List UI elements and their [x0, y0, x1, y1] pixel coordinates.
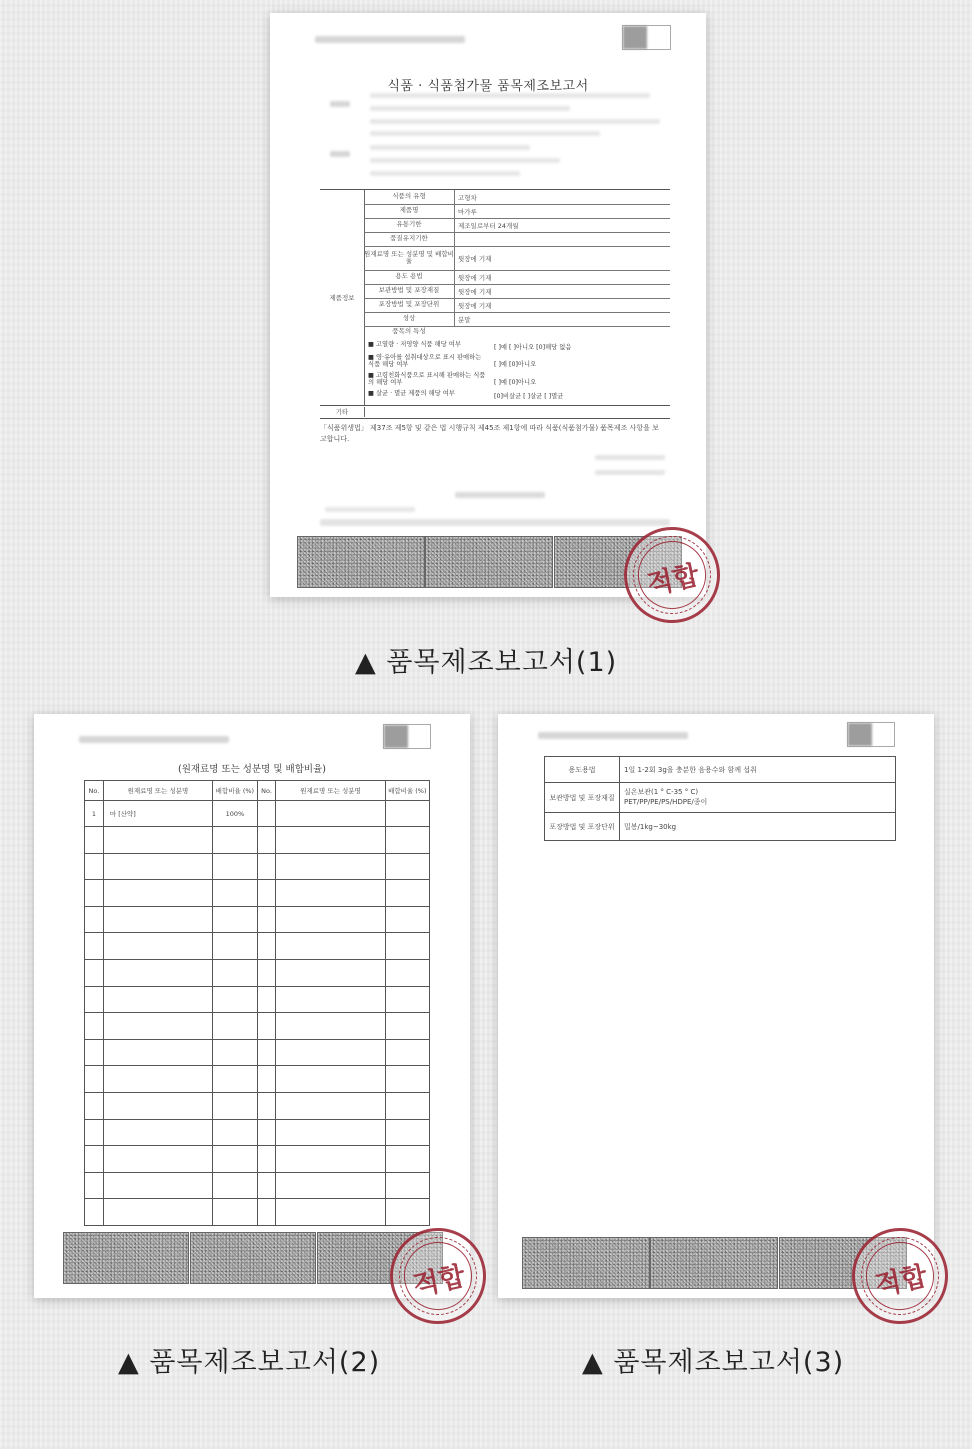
- table-cell: [85, 906, 104, 933]
- other-row: [320, 405, 670, 419]
- col-header: No.: [85, 781, 104, 801]
- table-cell: [257, 1119, 276, 1146]
- table-cell: [276, 1146, 385, 1173]
- table-cell: [257, 880, 276, 907]
- table-cell: [103, 1013, 212, 1040]
- table-cell: [276, 1066, 385, 1093]
- table-cell: [213, 853, 258, 880]
- security-band-2: [190, 1232, 316, 1284]
- info-row: 제품명 마가루: [364, 204, 670, 219]
- table-cell: [276, 880, 385, 907]
- table-cell: [103, 1039, 212, 1066]
- table-cell: [385, 1199, 429, 1226]
- table-cell: [276, 827, 385, 854]
- security-band-1: [522, 1237, 650, 1289]
- table-row: 보관방법 및 포장재질 실온보관(1 ° C-35 ° C) PET/PP/PE/PS/HDPE/종이: [545, 783, 896, 813]
- info-row: 원재료명 또는 성분명 및 배합비율 뒷장에 기재: [364, 246, 670, 271]
- table-cell: [257, 1039, 276, 1066]
- table-row: [85, 1119, 430, 1146]
- table-cell: [213, 1119, 258, 1146]
- table-cell: [257, 1066, 276, 1093]
- report-page-3: [498, 714, 934, 1298]
- table-cell: [385, 1146, 429, 1173]
- table-cell: [213, 1199, 258, 1226]
- info-row: 성상 분말: [364, 312, 670, 327]
- receipt-stamp-box: [383, 724, 431, 749]
- table-cell: [385, 906, 429, 933]
- caption-report-1: ▲ 품목제조보고서(1): [355, 647, 618, 678]
- table-cell: [85, 959, 104, 986]
- table-cell: [103, 1146, 212, 1173]
- table-cell: [276, 933, 385, 960]
- report-page-1: [270, 13, 706, 597]
- table-cell: [103, 1119, 212, 1146]
- table-cell: [85, 1146, 104, 1173]
- table-cell: [85, 1199, 104, 1226]
- table-cell: [276, 906, 385, 933]
- table-cell: [103, 1066, 212, 1093]
- check-row: ■ 살균 · 멸균 제품의 해당 여부 [0]비살균 [ ]살균 [ ]멸균: [368, 390, 564, 400]
- table-cell: [385, 827, 429, 854]
- table-cell: [257, 853, 276, 880]
- ingredient-table: [84, 780, 430, 1226]
- col-header: 배합비율 (%): [385, 781, 429, 801]
- table-cell: [85, 986, 104, 1013]
- table-cell: [385, 1066, 429, 1093]
- table-cell: [276, 1199, 385, 1226]
- table-row: [85, 986, 430, 1013]
- table-row: [85, 1172, 430, 1199]
- table-row: 1 마 [산약] 100%: [85, 801, 430, 827]
- table-cell: [213, 959, 258, 986]
- table-cell: [85, 1172, 104, 1199]
- table-cell: [276, 1172, 385, 1199]
- table-cell: [85, 853, 104, 880]
- table-row: [85, 1199, 430, 1226]
- report-page-2: [34, 714, 470, 1298]
- table-cell: [103, 1199, 212, 1226]
- table-cell: [85, 933, 104, 960]
- table-row: 포장방법 및 포장단위 밀봉/1kg~30kg: [545, 813, 896, 841]
- table-cell: [103, 1092, 212, 1119]
- table-cell: [276, 1039, 385, 1066]
- table-cell: [213, 827, 258, 854]
- table-cell: [103, 986, 212, 1013]
- usage-table: [544, 756, 896, 841]
- table-cell: [385, 1172, 429, 1199]
- caption-report-2: ▲ 품목제조보고서(2): [118, 1347, 381, 1378]
- table-row: 용도용법 1일 1-2회 3g을 충분한 음용수와 함께 섭취: [545, 757, 896, 783]
- table-cell: [257, 827, 276, 854]
- table-row: [85, 906, 430, 933]
- table-cell: [85, 880, 104, 907]
- table-cell: [85, 1092, 104, 1119]
- table-row: [85, 880, 430, 907]
- table-cell: [103, 880, 212, 907]
- table-cell: [85, 1066, 104, 1093]
- receipt-stamp-box: [622, 25, 671, 50]
- table-row: [85, 1066, 430, 1093]
- table-row: [85, 1092, 430, 1119]
- table-cell: [276, 1119, 385, 1146]
- product-info-table: [320, 189, 670, 406]
- approval-stamp: 적합: [843, 1219, 957, 1333]
- table-cell: [385, 986, 429, 1013]
- table-row: [85, 1013, 430, 1040]
- redacted-header: [315, 36, 465, 43]
- table-cell: [257, 1172, 276, 1199]
- security-band-2: [650, 1237, 778, 1289]
- table-row: [85, 1146, 430, 1173]
- table-cell: [85, 1039, 104, 1066]
- security-band-2: [425, 536, 553, 588]
- table-cell: [213, 933, 258, 960]
- table-cell: [85, 1119, 104, 1146]
- table-row: [85, 827, 430, 854]
- approval-stamp: 적합: [615, 518, 729, 632]
- table-cell: [257, 906, 276, 933]
- table-cell: [103, 853, 212, 880]
- security-band-1: [63, 1232, 189, 1284]
- table-cell: [276, 986, 385, 1013]
- report-title: 식품 · 식품첨가물 품목제조보고서: [387, 79, 589, 94]
- redacted-header: [79, 736, 229, 743]
- table-cell: [213, 986, 258, 1013]
- section-label: 제품정보: [329, 294, 355, 302]
- table-row: [85, 959, 430, 986]
- info-row: 보관방법 및 포장재질 뒷장에 기재: [364, 284, 670, 299]
- table-cell: [257, 986, 276, 1013]
- col-header: 원재료명 또는 성분명: [103, 781, 212, 801]
- table-cell: [385, 1039, 429, 1066]
- table-cell: [257, 933, 276, 960]
- table-cell: [103, 827, 212, 854]
- redacted-header: [538, 732, 688, 739]
- col-header: 배합비율 (%): [213, 781, 258, 801]
- ingredient-table-title: (원재료명 또는 성분명 및 배합비율): [178, 764, 326, 775]
- info-row: 품목의 특성: [392, 327, 426, 336]
- table-cell: [257, 1199, 276, 1226]
- table-cell: [213, 880, 258, 907]
- table-cell: [276, 959, 385, 986]
- approval-stamp: 적합: [381, 1219, 495, 1333]
- receipt-stamp-box: [847, 722, 895, 747]
- info-row: 품질유지기한: [364, 232, 670, 247]
- table-cell: [276, 853, 385, 880]
- table-cell: [213, 1092, 258, 1119]
- info-row: 용도 용법 뒷장에 기재: [364, 270, 670, 285]
- table-cell: [213, 1146, 258, 1173]
- table-cell: [103, 1172, 212, 1199]
- table-cell: [85, 1013, 104, 1040]
- table-cell: [213, 906, 258, 933]
- table-cell: [103, 906, 212, 933]
- check-row: ■ 고령친화식품으로 표시해 판매하는 식품의 해당 여부 [ ]예 [0]아니오: [368, 372, 537, 386]
- info-row: 포장방법 및 포장단위 뒷장에 기재: [364, 298, 670, 313]
- table-cell: [385, 853, 429, 880]
- col-header: 원재료명 또는 성분명: [276, 781, 385, 801]
- table-cell: [257, 1013, 276, 1040]
- table-cell: [276, 1013, 385, 1040]
- security-band-1: [297, 536, 425, 588]
- info-row: 식품의 유형 고형차: [364, 190, 670, 205]
- table-cell: [103, 959, 212, 986]
- other-label: 기타: [320, 407, 365, 417]
- table-cell: [385, 1013, 429, 1040]
- table-cell: [385, 933, 429, 960]
- table-cell: [385, 1092, 429, 1119]
- table-row: [85, 933, 430, 960]
- info-row: 유통기한 제조일로부터 24개월: [364, 218, 670, 233]
- col-header: No.: [257, 781, 276, 801]
- table-row: [85, 853, 430, 880]
- table-cell: [213, 1039, 258, 1066]
- table-cell: [85, 827, 104, 854]
- table-cell: [257, 959, 276, 986]
- check-row: ■ 고열량 · 저영양 식품 해당 여부 [ ]예 [ ]아니오 [0]해당 없음: [368, 341, 572, 351]
- check-row: ■ 영·유아를 섭취대상으로 표시 판매하는 식품 해당 여부 [ ]예 [0]아니오: [368, 354, 537, 368]
- table-cell: [257, 1092, 276, 1119]
- caption-report-3: ▲ 품목제조보고서(3): [582, 1347, 845, 1378]
- table-cell: [276, 1092, 385, 1119]
- table-cell: [213, 1172, 258, 1199]
- table-cell: [257, 1146, 276, 1173]
- table-row: [85, 1039, 430, 1066]
- table-cell: [103, 933, 212, 960]
- table-cell: [213, 1013, 258, 1040]
- table-cell: [385, 1119, 429, 1146]
- table-cell: [213, 1066, 258, 1093]
- table-cell: [385, 880, 429, 907]
- table-cell: [385, 959, 429, 986]
- report-statement: 「식품위생법」 제37조 제5항 및 같은 법 시행규칙 제45조 제1항에 따라 식품(식품첨가물) 품목제조 사항을 보고합니다.: [320, 424, 659, 444]
